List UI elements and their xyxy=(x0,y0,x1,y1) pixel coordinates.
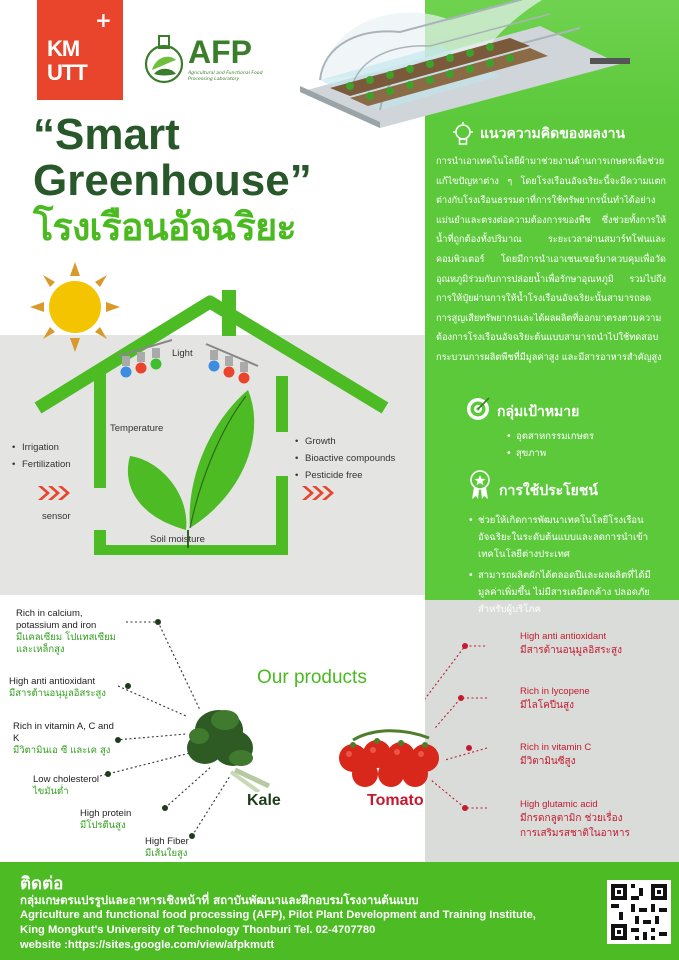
afp-logo-subtitle: Agricultural and Functional Food Processing Laboratory xyxy=(188,71,263,82)
target-item: • สุขภาพ xyxy=(506,445,656,462)
footer-line-university: King Mongkut's University of Technology Thonburi Tel. 02-4707780 xyxy=(20,924,376,936)
arrow-right-icon xyxy=(38,486,70,500)
greenhouse-illustration xyxy=(290,0,679,130)
lightbulb-icon xyxy=(452,122,474,148)
concept-body: การนำเอาเทคโนโลยีผ้ามาช่วยงานด้านการเกษตรเพื่อช่วยแก้ไขปัญหาต่าง ๆ โดยโรงเรือนอัจฉริยะนี้จะมีความแตกต่างกับโรงเรือนธรรมดาที่การใช้ทรัพยากรนั้นทำได้อย่างแม่นยำและตรงต่อความต้องการของพืช ซึ่งช่วยทั้งการให้น้ำที่ถูกต้องทั้งปริมาณ ระยะเวลาผ่านสมาร์ทโฟนและคอมพิวเตอร์ โดยมีการนำเอาเซนเซอร์มาควบคุมเพื่อวัดอุณหภูมิร่วมกับการปล่อยน้ำเพื่อรักษาอุณหภูมิ รวมไปถึงการให้ปุ๋ยผ่านการให้น้ำโรงเรือนอัจฉริยะนั้นสามารถลดการสูญเสียทรัพยากรและได้ผลผลิตที่ออกมาตรงตามความต้องการโรงเรือนอัจฉริยะต้นแบบสามารถนำไปใช้ทดสอบกระบวนการผลิตพืชที่มีมูลค่าสูง และมีสารอาหารสำคัญสูง xyxy=(436,156,666,363)
kale-image xyxy=(185,700,277,792)
kmutt-logo-text-1: KM xyxy=(47,36,80,61)
kale-benefit-3: Rich in vitamin A, C and K มีวิตามินเอ ซี และเค สูง xyxy=(13,721,114,756)
output-item: • Growth xyxy=(295,433,423,450)
kale-benefit-1: Rich in calcium, potassium and iron มีแคลเซียม โปแทสเซียม และเหล็กสูง xyxy=(16,608,116,655)
title-thai: โรงเรือนอัจฉริยะ xyxy=(33,205,296,249)
page-title xyxy=(33,112,413,204)
diagram-outputs xyxy=(295,433,423,484)
kmutt-logo: + KM UTT xyxy=(37,0,123,100)
qr-code[interactable] xyxy=(607,880,671,944)
input-item: • Fertilization xyxy=(12,456,102,473)
afp-logo xyxy=(142,28,272,88)
kale-benefit-4: Low cholesterol ไขมันต่ำ xyxy=(33,774,100,797)
flask-leaf-icon xyxy=(142,30,188,86)
footer-website[interactable]: website :https://sites.google.com/view/afpkmutt xyxy=(20,939,275,951)
target-heading: กลุ่มเป้าหมาย xyxy=(497,404,580,420)
footer-line-en: Agriculture and functional food processing (AFP), Pilot Plant Development and Training Institute, xyxy=(20,909,536,921)
kale-label: Kale xyxy=(247,792,281,809)
contact-footer xyxy=(0,862,679,960)
tomato-benefit-1: High anti antioxidant มีสารต้านอนุมูลอิสระสูง xyxy=(520,631,623,656)
tomato-benefit-3: Rich in vitamin C มีวิตามินซีสูง xyxy=(520,742,592,767)
footer-heading: ติดต่อ xyxy=(20,874,64,894)
diagram-inputs xyxy=(12,439,102,473)
output-item: • Pesticide free xyxy=(295,467,423,484)
target-icon xyxy=(465,396,491,422)
target-list xyxy=(506,428,656,462)
concept-heading: แนวความคิดของผลงาน xyxy=(480,126,626,142)
output-item: • Bioactive compounds xyxy=(295,450,423,467)
kale-benefit-2: High anti antioxidant มีสารต้านอนุมูลอิสระสูง xyxy=(9,676,106,699)
benefit-item: • สามารถผลิตผักได้ตลอดปีและผลผลิตที่ได้มีมูลค่าเพิ่มขึ้น ไม่มีสารเคมีตกค้าง ปลอดภัยสำหรับผู้บริโภค xyxy=(468,567,666,618)
products-heading: Our products xyxy=(257,667,367,688)
footer-line-thai: กลุ่มเกษตรแปรรูปและอาหารเชิงหน้าที่ สถาบันพัฒนาและฝึกอบรมโรงงานต้นแบบ xyxy=(20,893,419,907)
benefits-heading: การใช้ประโยชน์ xyxy=(499,483,598,499)
tomato-benefit-2: Rich in lycopene มีไลโคปีนสูง xyxy=(520,686,590,711)
tomato-label: Tomato xyxy=(367,792,424,809)
kale-benefit-6: High Fiber มีเส้นใยสูง xyxy=(145,836,189,859)
smart-house-diagram xyxy=(0,280,425,580)
benefit-item: • ช่วยให้เกิดการพัฒนาเทคโนโลยีโรงเรือนอัจฉริยะในระดับต้นแบบและลดการนำเข้าเทคโนโลยีต่างประเทศ xyxy=(468,512,666,563)
tomato-benefit-4: High glutamic acid มีกรดกลูตามิก ช่วยเรื่องการเสริมรสชาติในอาหาร xyxy=(520,799,630,839)
light-label: Light xyxy=(172,348,193,359)
award-ribbon-icon xyxy=(469,470,491,500)
title-line-1: “Smart xyxy=(33,110,180,159)
soil-moisture-label: Soil moisture xyxy=(150,534,205,545)
target-item: • อุตสาหกรรมเกษตร xyxy=(506,428,656,445)
input-item: • Irrigation xyxy=(12,439,102,456)
kale-benefit-5: High protein มีโปรตีนสูง xyxy=(80,808,132,831)
sensor-label: sensor xyxy=(42,511,71,522)
temperature-label: Temperature xyxy=(110,423,164,434)
afp-logo-text: AFP xyxy=(188,34,252,70)
kmutt-logo-text-2: UTT xyxy=(47,60,87,85)
title-line-2: Greenhouse” xyxy=(33,156,312,205)
